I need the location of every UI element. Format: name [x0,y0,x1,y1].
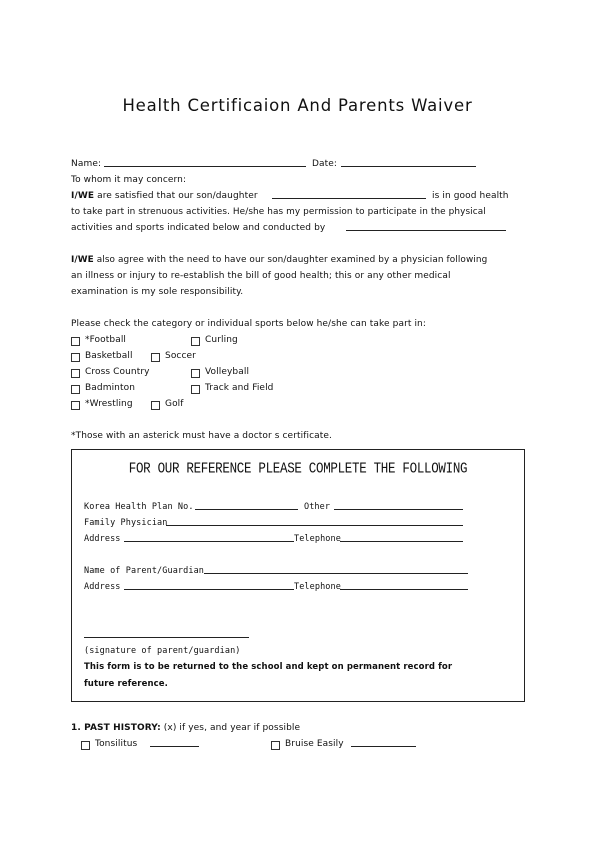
address-label-1: Address [84,534,121,544]
checkbox-tonsilitus[interactable] [81,741,90,750]
checkbox-volleyball[interactable] [191,369,200,378]
label-volleyball: Volleyball [205,367,250,377]
other-label: Other [304,502,331,512]
salutation: To whom it may concern: [71,175,187,185]
para2-lead: I/WE [71,255,94,265]
telephone-label-2: Telephone [294,582,341,592]
checkbox-curling[interactable] [191,337,200,346]
para1-line1-end: is in good health [432,191,509,201]
para2-line2: an illness or injury to re-establish the bill of good health; this or any other medical [71,271,451,281]
name-label: Name: [71,159,102,169]
other-field[interactable] [334,509,463,510]
checkbox-basketball[interactable] [71,353,80,362]
checkbox-track-and-field[interactable] [191,385,200,394]
checkbox-wrestling[interactable] [71,401,80,410]
label-bruise-easily: Bruise Easily [285,739,344,749]
checkbox-golf[interactable] [151,401,160,410]
sports-instruction: Please check the category or individual sports below he/she can take part in: [71,319,426,329]
telephone-field-2[interactable] [340,589,468,590]
address-label-2: Address [84,582,121,592]
checkbox-badminton[interactable] [71,385,80,394]
checkbox-football[interactable] [71,337,80,346]
label-wrestling: *Wrestling [85,399,133,409]
address-field-2[interactable] [124,589,294,590]
para1-line1 [71,191,258,201]
past-history-instruction: (x) if yes, and year if possible [160,723,301,733]
signature-field[interactable] [84,637,249,638]
checkbox-cross-country[interactable] [71,369,80,378]
label-track-and-field: Track and Field [205,383,274,393]
label-soccer: Soccer [165,351,196,361]
para2-line1-text: also agree with the need to have our son/daughter examined by a physician following [93,255,488,265]
para1-line3: activities and sports indicated below and conducted by [71,223,326,233]
return-note-line2: future reference. [84,679,168,689]
tonsilitus-year-field[interactable] [150,746,199,747]
para2-line1 [71,255,487,265]
name-field[interactable] [104,166,306,167]
document-title: Health Certificaion And Parents Waiver [122,96,473,115]
telephone-field-1[interactable] [340,541,463,542]
date-field[interactable] [341,166,476,167]
past-history-title: 1. PAST HISTORY: [71,723,161,733]
address-field-1[interactable] [124,541,294,542]
para1-line2: to take part in strenuous activities. He/she has my permission to participate in the physical [71,207,486,217]
parent-name-field[interactable] [204,573,468,574]
conducted-by-field[interactable] [346,230,506,231]
date-label: Date: [312,159,338,169]
return-note-line1: This form is to be returned to the school and kept on permanent record for [84,662,453,672]
para2-line3: examination is my sole responsibility. [71,287,244,297]
telephone-label-1: Telephone [294,534,341,544]
label-golf: Golf [165,399,184,409]
family-physician-label: Family Physician [84,518,168,528]
para1-line1-text: are satisfied that our son/daughter [94,191,258,201]
asterisk-note: *Those with an asterick must have a doctor s certificate. [71,431,332,441]
health-plan-field[interactable] [195,509,298,510]
bruise-easily-year-field[interactable] [351,746,416,747]
reference-box-heading: FOR OUR REFERENCE PLEASE COMPLETE THE FOLLOWING [128,460,468,478]
past-history-heading [71,723,300,733]
para1-lead: I/WE [71,191,95,201]
label-cross-country: Cross Country [85,367,150,377]
child-name-field[interactable] [272,198,426,199]
checkbox-bruise-easily[interactable] [271,741,280,750]
label-badminton: Badminton [85,383,136,393]
family-physician-field[interactable] [166,525,463,526]
label-football: *Football [85,335,127,345]
signature-label: (signature of parent/guardian) [84,646,241,656]
health-plan-label: Korea Health Plan No. [84,502,194,512]
checkbox-soccer[interactable] [151,353,160,362]
label-tonsilitus: Tonsilitus [95,739,138,749]
label-curling: Curling [205,335,238,345]
parent-name-label: Name of Parent/Guardian [84,566,205,576]
label-basketball: Basketball [85,351,133,361]
